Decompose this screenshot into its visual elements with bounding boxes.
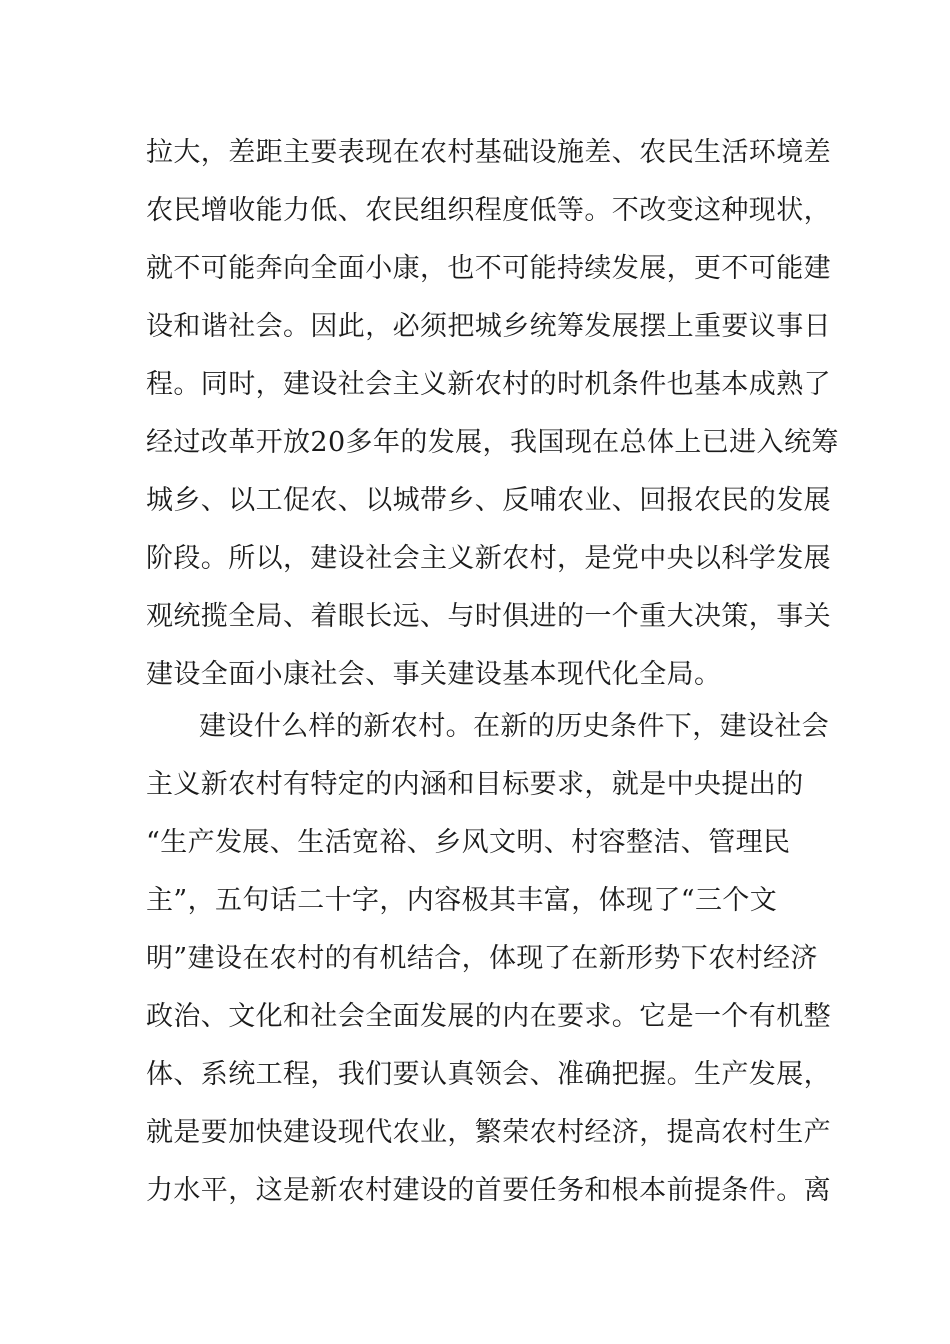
text-line: 明”建设在农村的有机结合，体现了在新形势下农村经济 xyxy=(146,943,818,974)
text-line: 体、系统工程，我们要认真领会、准确把握。生产发展， xyxy=(146,1059,831,1090)
text-line: 程。同时，建设社会主义新农村的时机条件也基本成熟了 xyxy=(146,369,831,400)
text-line: 政治、文化和社会全面发展的内在要求。它是一个有机整 xyxy=(146,1001,831,1032)
text-line: 拉大，差距主要表现在农村基础设施差、农民生活环境差 xyxy=(146,137,831,168)
text-line: 观统揽全局、着眼长远、与时俱进的一个重大决策，事关 xyxy=(146,601,831,632)
text-line: 力水平，这是新农村建设的首要任务和根本前提条件。离 xyxy=(146,1175,831,1206)
paragraph-first-line: 建设什么样的新农村。在新的历史条件下，建设社会 xyxy=(199,711,830,742)
text-line: 城乡、以工促农、以城带乡、反哺农业、回报农民的发展 xyxy=(146,485,831,516)
text-line: 农民增收能力低、农民组织程度低等。不改变这种现状， xyxy=(146,195,831,226)
text-line: 设和谐社会。因此，必须把城乡统筹发展摆上重要议事日 xyxy=(146,311,831,342)
text-line: 经过改革开放20多年的发展，我国现在总体上已进入统筹 xyxy=(146,427,839,458)
text-line: 就不可能奔向全面小康，也不可能持续发展，更不可能建 xyxy=(146,253,831,284)
text-line: 主义新农村有特定的内涵和目标要求，就是中央提出的 xyxy=(146,769,804,800)
text-line: 阶段。所以，建设社会主义新农村，是党中央以科学发展 xyxy=(146,543,831,574)
text-line: 建设全面小康社会、事关建设基本现代化全局。 xyxy=(146,659,722,690)
text-line: “生产发展、生活宽裕、乡风文明、村容整洁、管理民 xyxy=(146,827,791,858)
text-line: 就是要加快建设现代农业，繁荣农村经济，提高农村生产 xyxy=(146,1117,831,1148)
text-line: 主”，五句话二十字，内容极其丰富，体现了“三个文 xyxy=(146,885,778,916)
